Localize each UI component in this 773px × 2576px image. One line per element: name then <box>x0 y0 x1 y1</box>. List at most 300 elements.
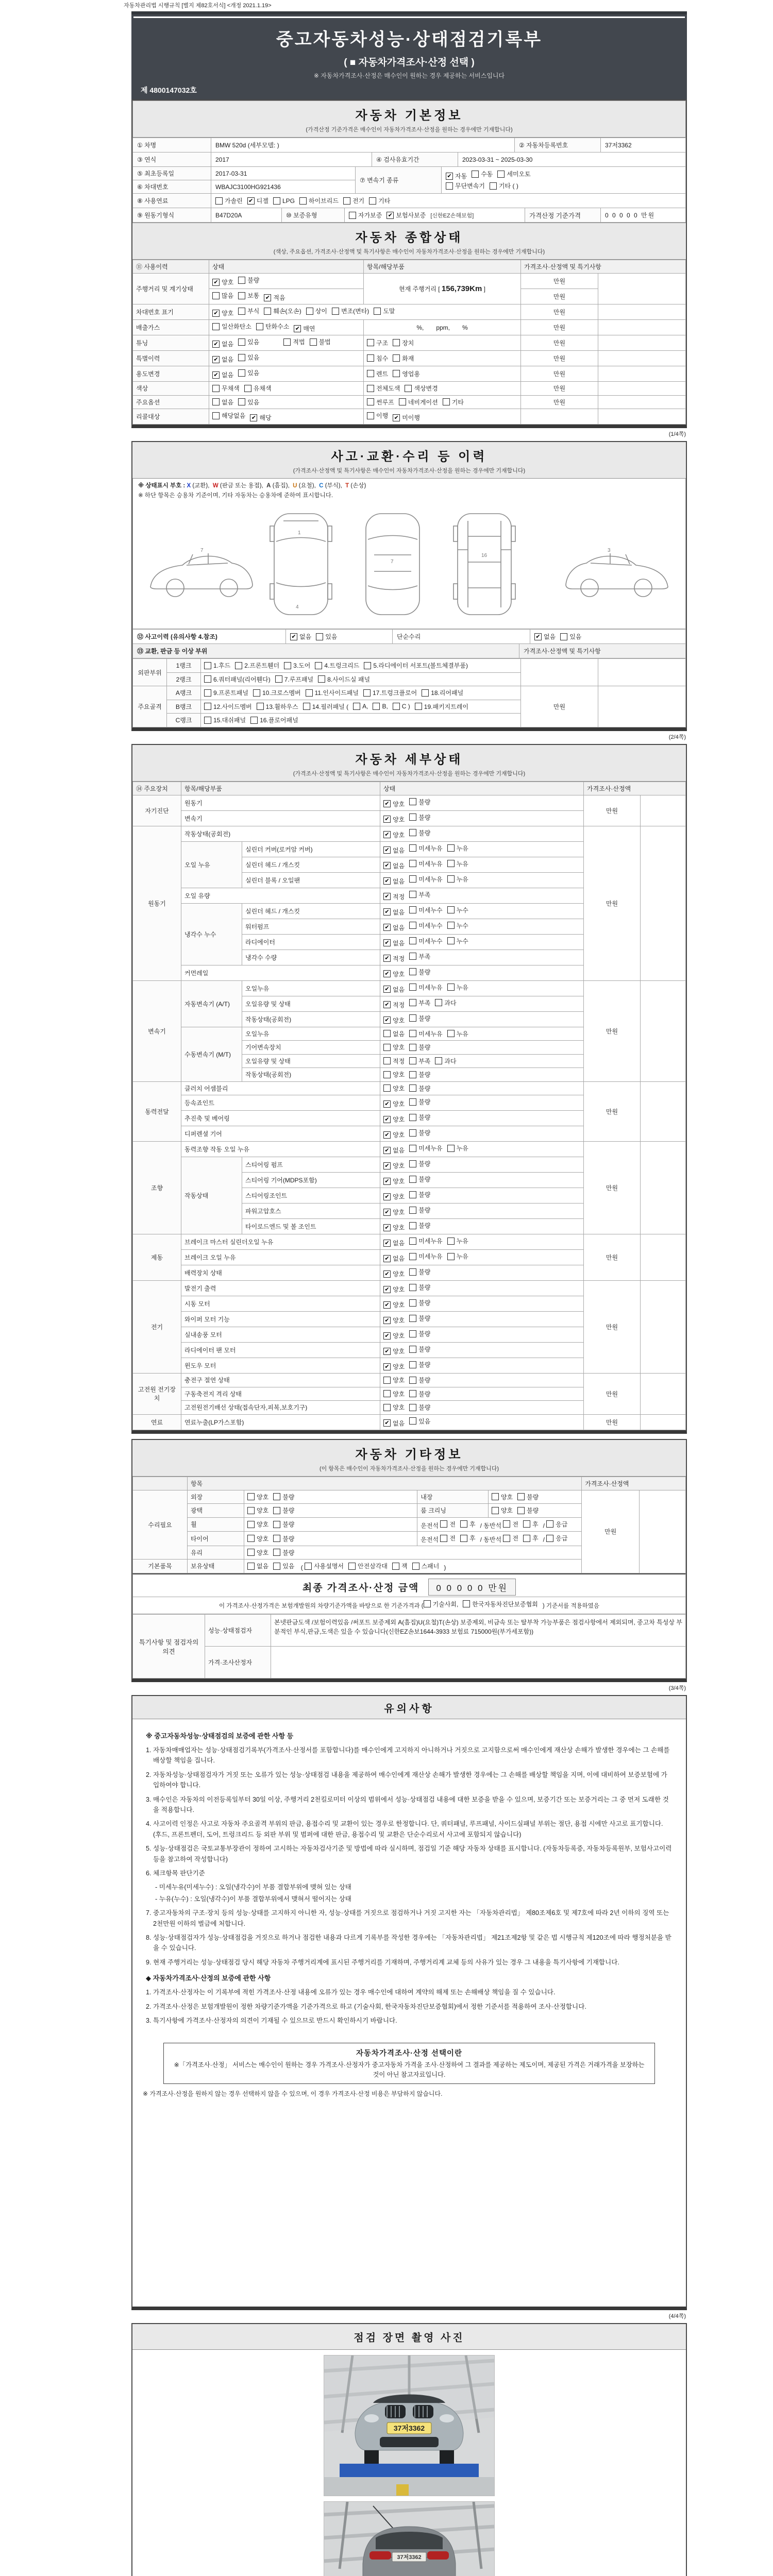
checkbox-icon[interactable] <box>435 999 442 1006</box>
checkbox-icon[interactable]: ✔ <box>383 1270 391 1278</box>
checkbox-icon[interactable]: ✔ <box>383 1193 391 1200</box>
checkbox-icon[interactable] <box>409 906 416 913</box>
checkbox-잭[interactable]: 잭 <box>392 1562 408 1570</box>
checkbox-양호[interactable]: ✔ 양호 <box>383 1115 405 1124</box>
checkbox-icon[interactable] <box>409 1057 416 1064</box>
checkbox-없음[interactable]: ✔ 없음 <box>212 340 233 348</box>
checkbox-icon[interactable] <box>409 1176 416 1183</box>
checkbox-불량[interactable]: 불량 <box>273 1506 294 1515</box>
checkbox-icon[interactable] <box>447 1145 455 1152</box>
checkbox-불량[interactable]: 불량 <box>409 1175 430 1183</box>
checkbox-불량[interactable]: 불량 <box>409 1128 430 1137</box>
checkbox-탄화수소[interactable]: 탄화수소 <box>256 322 289 331</box>
checkbox-없음[interactable]: ✔ 없음 <box>383 861 405 870</box>
checkbox-불량[interactable]: 불량 <box>517 1506 539 1515</box>
checkbox-icon[interactable] <box>435 1057 442 1064</box>
checkbox-icon[interactable] <box>440 1520 447 1528</box>
checkbox-11.인사이드패널[interactable]: 11.인사이드패널 <box>306 688 359 697</box>
checkbox-양호[interactable]: 양호 <box>247 1548 268 1557</box>
checkbox-5.라디에이터 서포트(볼트체결부품)[interactable]: 5.라디에이터 서포트(볼트체결부품) <box>364 661 468 670</box>
checkbox-icon[interactable]: ✔ <box>383 893 391 900</box>
checkbox-icon[interactable] <box>440 1535 447 1542</box>
checkbox-양호[interactable]: ✔ 양호 <box>383 1208 405 1216</box>
checkbox-불량[interactable]: 불량 <box>273 1534 294 1543</box>
checkbox-19.패키지트레이[interactable]: 19.패키지트레이 <box>415 702 468 711</box>
checkbox-불량[interactable]: 불량 <box>409 1376 430 1384</box>
checkbox-불량[interactable]: 불량 <box>409 1070 430 1079</box>
checkbox-icon[interactable] <box>367 354 374 362</box>
checkbox-icon[interactable] <box>409 1129 416 1137</box>
checkbox-icon[interactable] <box>409 1014 416 1022</box>
checkbox-icon[interactable] <box>409 860 416 867</box>
checkbox-수동[interactable]: 수동 <box>472 170 493 178</box>
checkbox-icon[interactable] <box>409 1222 416 1229</box>
checkbox-양호[interactable]: 양호 <box>492 1506 513 1515</box>
checkbox-미세누유[interactable]: 미세누유 <box>409 859 442 868</box>
checkbox-부식[interactable]: 부식 <box>238 307 259 315</box>
checkbox-세미오토[interactable]: 세미오토 <box>497 170 530 178</box>
checkbox-불량[interactable]: 불량 <box>409 1113 430 1122</box>
checkbox-icon[interactable] <box>247 1563 255 1570</box>
checkbox-불량[interactable]: 불량 <box>273 1520 294 1529</box>
checkbox-icon[interactable]: ✔ <box>212 279 220 286</box>
checkbox-불량[interactable]: 불량 <box>409 798 430 806</box>
checkbox-있음[interactable]: 있음 <box>316 632 337 641</box>
checkbox-누수[interactable]: 누수 <box>447 906 468 914</box>
checkbox-양호[interactable]: ✔ 양호 <box>383 800 405 808</box>
checkbox-불량[interactable]: 불량 <box>238 276 259 284</box>
checkbox-없음[interactable]: ✔ 없음 <box>383 1239 405 1247</box>
checkbox-적음[interactable]: ✔ 적음 <box>264 293 285 302</box>
checkbox-icon[interactable]: ✔ <box>383 1255 391 1262</box>
checkbox-icon[interactable] <box>409 1361 416 1368</box>
checkbox-icon[interactable] <box>374 308 381 315</box>
checkbox-후[interactable]: 후 <box>523 1534 539 1543</box>
checkbox-후[interactable]: 후 <box>460 1534 476 1543</box>
checkbox-없음[interactable]: ✔ 없음 <box>212 355 233 364</box>
checkbox-icon[interactable] <box>463 1600 470 1607</box>
checkbox-icon[interactable] <box>247 1521 255 1528</box>
checkbox-양호[interactable]: 양호 <box>383 1403 405 1412</box>
checkbox-icon[interactable] <box>409 937 416 944</box>
checkbox-icon[interactable] <box>460 1535 467 1542</box>
checkbox-icon[interactable] <box>409 1268 416 1276</box>
checkbox-icon[interactable] <box>409 1044 416 1051</box>
checkbox-icon[interactable] <box>393 703 400 710</box>
checkbox-icon[interactable]: ✔ <box>383 1147 391 1154</box>
checkbox-icon[interactable]: ✔ <box>383 877 391 885</box>
checkbox-icon[interactable] <box>447 984 455 991</box>
checkbox-양호[interactable]: ✔ 양호 <box>383 1099 405 1108</box>
checkbox-icon[interactable] <box>447 1238 455 1245</box>
checkbox-icon[interactable] <box>523 1520 530 1528</box>
checkbox-불량[interactable]: 불량 <box>409 828 430 837</box>
checkbox-영업용[interactable]: 영업용 <box>393 369 420 378</box>
checkbox-2.프론트휀더[interactable]: 2.프론트휀더 <box>235 661 279 670</box>
checkbox-양호[interactable]: 양호 <box>383 1376 405 1384</box>
checkbox-양호[interactable]: ✔ 양호 <box>383 970 405 978</box>
checkbox-icon[interactable] <box>409 829 416 836</box>
checkbox-icon[interactable] <box>383 1057 391 1064</box>
checkbox-icon[interactable] <box>247 1507 255 1514</box>
checkbox-icon[interactable] <box>212 398 220 405</box>
checkbox-4.트렁크리드[interactable]: 4.트렁크리드 <box>315 661 359 670</box>
checkbox-기타[interactable]: 기타 <box>443 398 464 406</box>
checkbox-icon[interactable] <box>383 1377 391 1384</box>
checkbox-icon[interactable]: ✔ <box>383 831 391 838</box>
checkbox-icon[interactable] <box>257 703 264 710</box>
checkbox-icon[interactable] <box>409 1330 416 1337</box>
checkbox-icon[interactable] <box>447 937 455 944</box>
checkbox-icon[interactable]: ✔ <box>212 341 220 348</box>
checkbox-icon[interactable] <box>409 1114 416 1121</box>
checkbox-가솔린[interactable]: 가솔린 <box>215 196 243 205</box>
checkbox-불량[interactable]: 불량 <box>273 1493 294 1501</box>
checkbox-누수[interactable]: 누수 <box>447 937 468 945</box>
checkbox-자동[interactable]: ✔ 자동 <box>446 172 467 180</box>
checkbox-icon[interactable] <box>409 844 416 852</box>
checkbox-icon[interactable] <box>332 308 339 315</box>
checkbox-13.휠하우스[interactable]: 13.휠하우스 <box>257 702 298 711</box>
checkbox-icon[interactable] <box>247 1493 255 1500</box>
checkbox-14.필러패널 ([interactable]: 14.필러패널 ( <box>303 702 348 711</box>
checkbox-icon[interactable] <box>283 338 291 346</box>
checkbox-미세누수[interactable]: 미세누수 <box>409 906 442 914</box>
checkbox-icon[interactable]: ✔ <box>534 633 542 640</box>
checkbox-icon[interactable] <box>409 1253 416 1260</box>
checkbox-icon[interactable] <box>273 1535 280 1542</box>
checkbox-icon[interactable] <box>367 370 374 377</box>
checkbox-icon[interactable] <box>238 277 245 284</box>
checkbox-icon[interactable] <box>247 1549 255 1556</box>
checkbox-icon[interactable]: ✔ <box>383 800 391 807</box>
checkbox-18.리어패널[interactable]: 18.리어패널 <box>422 688 463 697</box>
checkbox-누유[interactable]: 누유 <box>447 983 468 992</box>
checkbox-스패너[interactable]: 스패너 <box>412 1562 440 1570</box>
checkbox-누유[interactable]: 누유 <box>447 844 468 853</box>
checkbox-icon[interactable] <box>409 1207 416 1214</box>
checkbox-icon[interactable] <box>273 1493 280 1500</box>
checkbox-부족[interactable]: 부족 <box>409 952 430 961</box>
checkbox-icon[interactable] <box>409 1084 416 1092</box>
checkbox-양호[interactable]: ✔ 양호 <box>212 278 233 286</box>
checkbox-icon[interactable] <box>546 1520 553 1528</box>
checkbox-icon[interactable] <box>348 1563 356 1570</box>
checkbox-양호[interactable]: 양호 <box>492 1493 513 1501</box>
checkbox-양호[interactable]: ✔ 양호 <box>383 1316 405 1325</box>
checkbox-무채색[interactable]: 무채색 <box>212 384 240 393</box>
checkbox-있음[interactable]: 있음 <box>238 398 259 406</box>
checkbox-icon[interactable] <box>353 703 360 710</box>
checkbox-6.쿼터패널(리어휀다)[interactable]: 6.쿼터패널(리어휀다) <box>204 675 271 684</box>
checkbox-누유[interactable]: 누유 <box>447 1029 468 1038</box>
checkbox-양호[interactable]: ✔ 양호 <box>383 1300 405 1309</box>
checkbox-icon[interactable]: ✔ <box>383 816 391 823</box>
checkbox-불량[interactable]: 불량 <box>409 1221 430 1230</box>
checkbox-icon[interactable] <box>424 1600 431 1607</box>
checkbox-icon[interactable] <box>273 1507 280 1514</box>
checkbox-icon[interactable] <box>367 339 374 346</box>
checkbox-icon[interactable] <box>256 323 263 330</box>
checkbox-불량[interactable]: 불량 <box>409 1267 430 1276</box>
checkbox-불량[interactable]: 불량 <box>517 1493 539 1501</box>
checkbox-1.후드[interactable]: 1.후드 <box>204 661 230 670</box>
checkbox-전체도색[interactable]: 전체도색 <box>367 384 400 393</box>
checkbox-icon[interactable]: ✔ <box>383 1178 391 1185</box>
checkbox-전[interactable]: 전 <box>503 1520 518 1529</box>
checkbox-icon[interactable]: ✔ <box>383 1016 391 1024</box>
checkbox-icon[interactable] <box>409 1417 416 1425</box>
checkbox-과다[interactable]: 과다 <box>435 1057 456 1065</box>
checkbox-icon[interactable] <box>383 1044 391 1051</box>
checkbox-icon[interactable] <box>517 1493 525 1500</box>
checkbox-icon[interactable] <box>490 182 497 190</box>
checkbox-icon[interactable] <box>447 875 455 883</box>
checkbox-icon[interactable] <box>204 675 211 683</box>
checkbox-icon[interactable] <box>364 662 371 669</box>
checkbox-icon[interactable] <box>212 323 220 330</box>
checkbox-양호[interactable]: ✔ 양호 <box>383 1223 405 1232</box>
checkbox-양호[interactable]: ✔ 양호 <box>383 1331 405 1340</box>
checkbox-icon[interactable]: ✔ <box>212 371 220 379</box>
checkbox-icon[interactable] <box>383 1030 391 1037</box>
checkbox-한국자동차진단보증협회[interactable]: 한국자동차진단보증협회 <box>463 1600 538 1608</box>
checkbox-icon[interactable]: ✔ <box>393 414 400 421</box>
checkbox-icon[interactable] <box>343 197 350 205</box>
checkbox-icon[interactable] <box>367 412 374 419</box>
checkbox-icon[interactable]: ✔ <box>383 1224 391 1231</box>
checkbox-icon[interactable] <box>273 1549 280 1556</box>
checkbox-icon[interactable]: ✔ <box>212 356 220 363</box>
checkbox-icon[interactable] <box>284 662 291 669</box>
checkbox-과다[interactable]: 과다 <box>435 998 456 1007</box>
checkbox-미이행[interactable]: ✔ 미이행 <box>393 413 420 422</box>
checkbox-icon[interactable] <box>383 1404 391 1411</box>
checkbox-icon[interactable] <box>460 1520 467 1528</box>
checkbox-8.사이드실 패널[interactable]: 8.사이드실 패널 <box>318 675 370 684</box>
checkbox-icon[interactable]: ✔ <box>383 1001 391 1008</box>
checkbox-icon[interactable]: ✔ <box>383 1419 391 1427</box>
checkbox-icon[interactable] <box>409 1390 416 1397</box>
checkbox-icon[interactable] <box>409 922 416 929</box>
checkbox-icon[interactable] <box>446 182 453 190</box>
checkbox-icon[interactable] <box>204 662 211 669</box>
checkbox-미세누유[interactable]: 미세누유 <box>409 1252 442 1261</box>
checkbox-없음[interactable]: ✔ 없음 <box>383 908 405 917</box>
checkbox-icon[interactable]: ✔ <box>383 862 391 869</box>
checkbox-icon[interactable] <box>409 953 416 960</box>
checkbox-icon[interactable] <box>415 703 422 710</box>
checkbox-icon[interactable] <box>523 1535 530 1542</box>
checkbox-미세누유[interactable]: 미세누유 <box>409 983 442 992</box>
checkbox-응급[interactable]: 응급 <box>546 1520 567 1529</box>
checkbox-icon[interactable]: ✔ <box>383 1332 391 1340</box>
checkbox-상이[interactable]: 상이 <box>306 307 327 315</box>
checkbox-침수[interactable]: 침수 <box>367 354 388 363</box>
checkbox-없음[interactable]: ✔ 없음 <box>383 1419 405 1428</box>
checkbox-icon[interactable] <box>383 1390 391 1397</box>
checkbox-불량[interactable]: 불량 <box>409 1084 430 1093</box>
checkbox-icon[interactable] <box>560 633 567 640</box>
checkbox-불량[interactable]: 불량 <box>409 1097 430 1106</box>
checkbox-양호[interactable]: ✔ 양호 <box>383 1362 405 1371</box>
checkbox-icon[interactable]: ✔ <box>264 294 271 301</box>
checkbox-icon[interactable]: ✔ <box>446 173 453 180</box>
checkbox-icon[interactable]: ✔ <box>383 1317 391 1324</box>
checkbox-불량[interactable]: 불량 <box>409 1298 430 1307</box>
checkbox-icon[interactable] <box>447 922 455 929</box>
checkbox-icon[interactable] <box>275 675 282 683</box>
checkbox-icon[interactable] <box>409 1284 416 1291</box>
checkbox-icon[interactable] <box>409 875 416 883</box>
checkbox-미세누유[interactable]: 미세누유 <box>409 1144 442 1153</box>
checkbox-icon[interactable] <box>503 1535 510 1542</box>
checkbox-누유[interactable]: 누유 <box>447 1236 468 1245</box>
checkbox-불량[interactable]: 불량 <box>409 1159 430 1168</box>
checkbox-누유[interactable]: 누유 <box>447 875 468 884</box>
checkbox-전기[interactable]: 전기 <box>343 196 364 205</box>
checkbox-A,[interactable]: A, <box>353 703 368 710</box>
checkbox-불량[interactable]: 불량 <box>409 1283 430 1292</box>
checkbox-icon[interactable]: ✔ <box>383 1363 391 1370</box>
checkbox-icon[interactable] <box>215 197 223 205</box>
checkbox-icon[interactable] <box>305 1563 312 1570</box>
checkbox-icon[interactable]: ✔ <box>383 1348 391 1355</box>
checkbox-icon[interactable]: ✔ <box>383 970 391 977</box>
checkbox-icon[interactable] <box>392 1563 399 1570</box>
checkbox-icon[interactable] <box>238 308 245 315</box>
checkbox-icon[interactable] <box>409 1098 416 1106</box>
checkbox-불량[interactable]: 불량 <box>409 1314 430 1323</box>
checkbox-icon[interactable] <box>409 968 416 975</box>
checkbox-icon[interactable] <box>373 703 380 710</box>
checkbox-기타 ( )[interactable]: 기타 ( ) <box>490 181 518 190</box>
checkbox-icon[interactable]: ✔ <box>383 1240 391 1247</box>
checkbox-없음[interactable]: ✔ 없음 <box>383 877 405 886</box>
checkbox-B,[interactable]: B, <box>373 703 388 710</box>
checkbox-기술사회,[interactable]: 기술사회, <box>424 1600 459 1608</box>
checkbox-렌트[interactable]: 렌트 <box>367 369 388 378</box>
checkbox-icon[interactable] <box>409 1377 416 1384</box>
checkbox-icon[interactable] <box>409 984 416 991</box>
checkbox-하이브리드[interactable]: 하이브리드 <box>299 196 339 205</box>
checkbox-icon[interactable]: ✔ <box>212 310 220 317</box>
checkbox-icon[interactable] <box>306 689 313 697</box>
checkbox-icon[interactable]: ✔ <box>383 1286 391 1293</box>
checkbox-디젤[interactable]: ✔ 디젤 <box>247 196 268 205</box>
checkbox-icon[interactable]: ✔ <box>383 1162 391 1170</box>
checkbox-없음[interactable]: ✔ 없음 <box>534 632 556 641</box>
checkbox-사용설명서[interactable]: 사용설명서 <box>305 1562 344 1570</box>
checkbox-icon[interactable] <box>409 1238 416 1245</box>
checkbox-미세누유[interactable]: 미세누유 <box>409 844 442 853</box>
checkbox-icon[interactable] <box>409 1299 416 1307</box>
checkbox-icon[interactable] <box>238 398 245 405</box>
checkbox-없음[interactable]: ✔ 없음 <box>290 632 311 641</box>
checkbox-icon[interactable] <box>250 717 258 724</box>
checkbox-양호[interactable]: ✔ 양호 <box>383 1192 405 1201</box>
checkbox-icon[interactable]: ✔ <box>383 1116 391 1123</box>
checkbox-icon[interactable]: ✔ <box>383 1301 391 1309</box>
checkbox-icon[interactable] <box>447 1030 455 1037</box>
checkbox-자가보증[interactable]: 자가보증 <box>349 211 382 219</box>
checkbox-icon[interactable] <box>492 1507 499 1514</box>
checkbox-양호[interactable]: ✔ 양호 <box>212 309 233 317</box>
checkbox-icon[interactable] <box>409 891 416 898</box>
checkbox-불량[interactable]: 불량 <box>409 1329 430 1338</box>
checkbox-icon[interactable] <box>409 1160 416 1167</box>
checkbox-icon[interactable]: ✔ <box>383 955 391 962</box>
checkbox-icon[interactable] <box>238 354 245 361</box>
checkbox-불량[interactable]: 불량 <box>409 813 430 822</box>
checkbox-네비게이션[interactable]: 네비게이션 <box>399 398 438 406</box>
checkbox-icon[interactable] <box>253 689 260 697</box>
checkbox-icon[interactable] <box>447 860 455 867</box>
checkbox-icon[interactable]: ✔ <box>383 846 391 854</box>
checkbox-16.플로어패널[interactable]: 16.플로어패널 <box>250 716 298 724</box>
checkbox-있음[interactable]: 있음 <box>409 1417 430 1426</box>
checkbox-icon[interactable]: ✔ <box>250 414 257 421</box>
checkbox-매연[interactable]: ✔ 매연 <box>294 324 315 333</box>
checkbox-icon[interactable] <box>393 370 400 377</box>
checkbox-icon[interactable] <box>238 369 245 377</box>
checkbox-양호[interactable]: ✔ 양호 <box>383 1130 405 1139</box>
checkbox-icon[interactable] <box>235 662 242 669</box>
checkbox-양호[interactable]: ✔ 양호 <box>383 1177 405 1185</box>
checkbox-icon[interactable]: ✔ <box>383 908 391 916</box>
checkbox-있음[interactable]: 있음 <box>560 632 581 641</box>
checkbox-해당없음[interactable]: 해당없음 <box>212 411 245 420</box>
checkbox-icon[interactable] <box>244 385 251 392</box>
checkbox-양호[interactable]: ✔ 양호 <box>383 1269 405 1278</box>
checkbox-icon[interactable] <box>238 292 245 299</box>
checkbox-적정[interactable]: ✔ 적정 <box>383 954 405 963</box>
checkbox-17.트렁크플로어[interactable]: 17.트렁크플로어 <box>363 688 417 697</box>
checkbox-양호[interactable]: 양호 <box>247 1534 268 1543</box>
checkbox-icon[interactable] <box>412 1563 419 1570</box>
checkbox-보통[interactable]: 보통 <box>238 291 259 300</box>
checkbox-icon[interactable]: ✔ <box>386 212 394 219</box>
checkbox-icon[interactable]: ✔ <box>383 1209 391 1216</box>
checkbox-양호[interactable]: 양호 <box>383 1070 405 1079</box>
checkbox-icon[interactable]: ✔ <box>383 986 391 993</box>
checkbox-양호[interactable]: 양호 <box>383 1389 405 1398</box>
checkbox-불량[interactable]: 불량 <box>409 1206 430 1214</box>
checkbox-불량[interactable]: 불량 <box>409 1190 430 1199</box>
checkbox-없음[interactable]: ✔ 없음 <box>383 923 405 932</box>
checkbox-icon[interactable] <box>273 1521 280 1528</box>
checkbox-적정[interactable]: ✔ 적정 <box>383 892 405 901</box>
checkbox-이행[interactable]: 이행 <box>367 411 388 420</box>
checkbox-icon[interactable] <box>306 308 313 315</box>
checkbox-icon[interactable] <box>264 308 271 315</box>
checkbox-변조(변타)[interactable]: 변조(변타) <box>332 307 369 315</box>
checkbox-있음[interactable]: 있음 <box>238 368 259 377</box>
checkbox-icon[interactable] <box>517 1507 525 1514</box>
checkbox-없음[interactable]: 없음 <box>383 1029 405 1038</box>
checkbox-icon[interactable]: ✔ <box>383 1100 391 1108</box>
checkbox-icon[interactable]: ✔ <box>290 633 297 640</box>
checkbox-icon[interactable] <box>204 703 211 710</box>
checkbox-icon[interactable] <box>204 717 211 724</box>
checkbox-장치[interactable]: 장치 <box>393 338 414 347</box>
checkbox-누유[interactable]: 누유 <box>447 1144 468 1153</box>
checkbox-미세누수[interactable]: 미세누수 <box>409 937 442 945</box>
checkbox-icon[interactable] <box>238 338 245 346</box>
checkbox-icon[interactable] <box>409 1030 416 1037</box>
checkbox-양호[interactable]: ✔ 양호 <box>383 815 405 824</box>
checkbox-C )[interactable]: C ) <box>393 703 410 710</box>
